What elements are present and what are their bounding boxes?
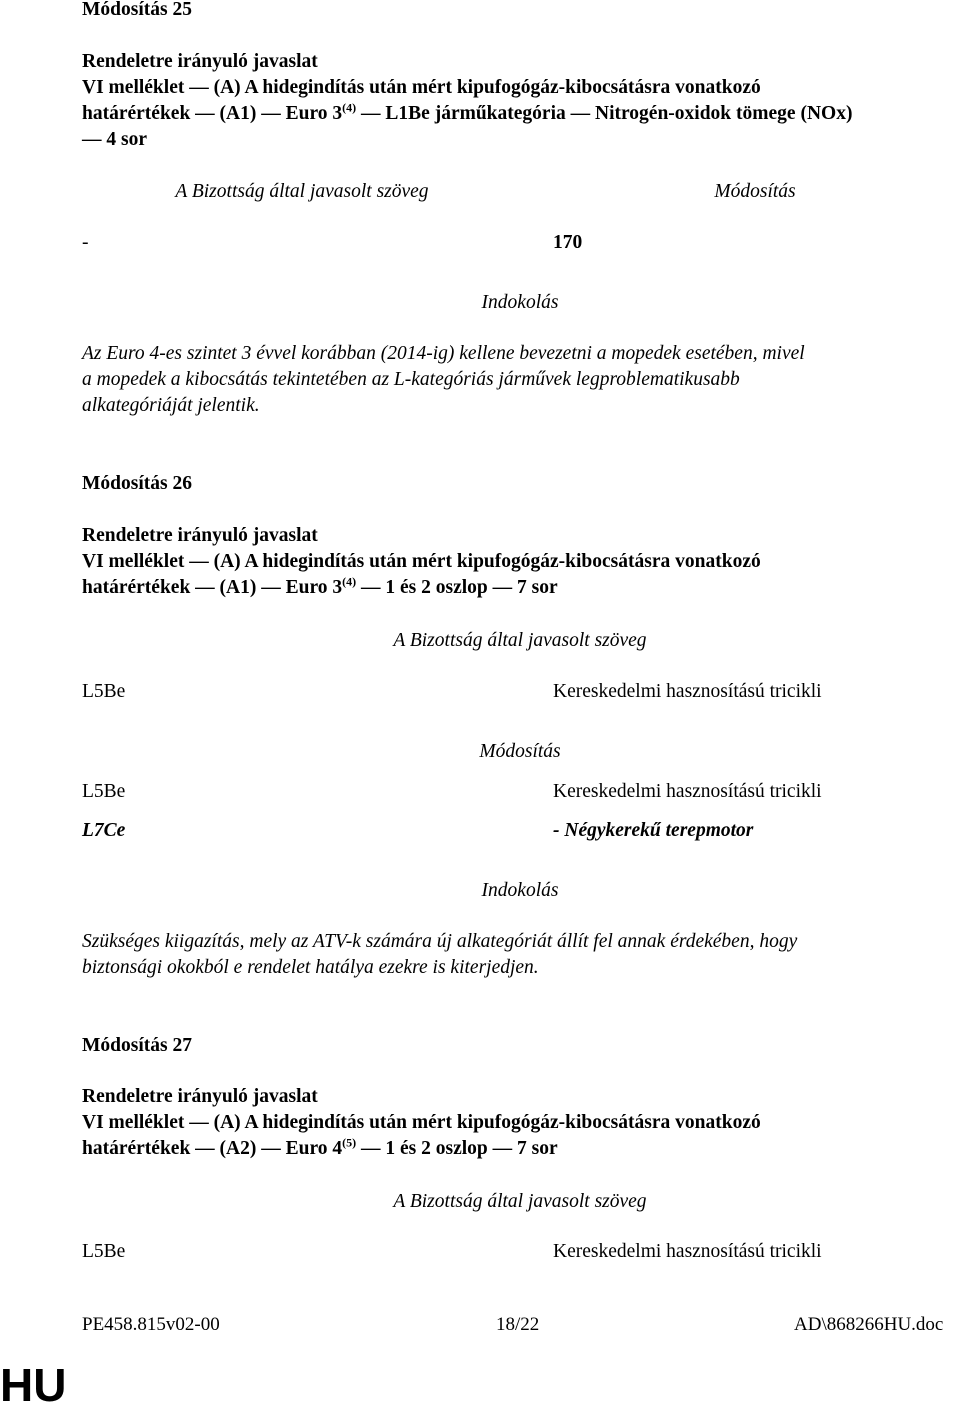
footer-file-name: AD\868266HU.doc: [794, 1314, 944, 1335]
amendment-25-commission-value: -: [82, 232, 89, 253]
amendment-27-commission-desc: Kereskedelmi hasznosítású tricikli: [553, 1241, 822, 1262]
amendment-25-justification-head: Indokolás: [481, 292, 559, 313]
amendment-25-justification-line: a mopedek a kibocsátás tekintetében az L-kategóriás járművek legproblematikusabb: [82, 369, 740, 390]
amendment-26-amendment-head: Módosítás: [479, 741, 561, 762]
amendment-25-title: Módosítás 25: [82, 0, 192, 20]
amendment-25-justification-line: Az Euro 4-es szintet 3 évvel korábban (2014-ig) kellene bevezetni a mopedek esetében, mivel: [82, 343, 805, 364]
amendment-27-title: Módosítás 27: [82, 1035, 192, 1056]
amendment-27-heading-limits: határértékek — (A2) — Euro 4$^{(5)}$ — 1 és 2 oszlop — 7 sor: [82, 1135, 558, 1159]
footer-language-code: HU: [0, 1359, 67, 1411]
amendment-25-heading-row: — 4 sor: [82, 129, 147, 150]
amendment-26-heading-proposal: Rendeletre irányuló javaslat: [82, 525, 318, 546]
amendment-27-commission-code: L5Be: [82, 1241, 126, 1262]
amendment-25-heading-annex: VI melléklet — (A) A hidegindítás után mért kipufogógáz-kibocsátásra vonatkozó: [82, 77, 761, 98]
amendment-25-justification-line: alkategóriáját jelentik.: [82, 395, 260, 416]
amendment-25-heading-limits: határértékek — (A1) — Euro 3$^{(4)}$ — L1Be járműkategória — Nitrogén-oxidok tömege (NOx): [82, 100, 853, 124]
amendment-25-amendment-value: 170: [553, 232, 583, 253]
amendment-27-commission-head: A Bizottság által javasolt szöveg: [393, 1191, 647, 1212]
amendment-26-justification-head: Indokolás: [481, 880, 559, 901]
amendment-26-heading-annex: VI melléklet — (A) A hidegindítás után mért kipufogógáz-kibocsátásra vonatkozó: [82, 551, 761, 572]
amendment-25-amendment-column-head: Módosítás: [714, 181, 796, 202]
amendment-26-commission-head: A Bizottság által javasolt szöveg: [393, 630, 647, 651]
amendment-26-commission-code: L5Be: [82, 681, 126, 702]
amendment-25-heading-proposal: Rendeletre irányuló javaslat: [82, 51, 318, 72]
amendment-26-new-code: L7Ce: [82, 820, 126, 841]
amendment-25-commission-column-head: A Bizottság által javasolt szöveg: [175, 181, 429, 202]
amendment-26-amendment-code: L5Be: [82, 781, 126, 802]
footer-page-number: 18/22: [496, 1314, 540, 1335]
amendment-26-title: Módosítás 26: [82, 473, 192, 494]
amendment-26-commission-desc: Kereskedelmi hasznosítású tricikli: [553, 681, 822, 702]
amendment-26-justification-line: Szükséges kiigazítás, mely az ATV-k számára új alkategóriát állít fel annak érdekében, hogy: [82, 931, 798, 952]
amendment-27-heading-annex: VI melléklet — (A) A hidegindítás után mért kipufogógáz-kibocsátásra vonatkozó: [82, 1112, 761, 1133]
amendment-27-heading-proposal: Rendeletre irányuló javaslat: [82, 1086, 318, 1107]
amendment-26-amendment-desc: Kereskedelmi hasznosítású tricikli: [553, 781, 822, 802]
amendment-26-heading-limits: határértékek — (A1) — Euro 3$^{(4)}$ — 1 és 2 oszlop — 7 sor: [82, 574, 558, 598]
amendment-26-justification-line: biztonsági okokból e rendelet hatálya ezekre is kiterjedjen.: [82, 957, 539, 978]
footer-doc-ref: PE458.815v02-00: [82, 1314, 220, 1335]
amendment-26-new-desc: - Négykerekű terepmotor: [553, 820, 754, 841]
